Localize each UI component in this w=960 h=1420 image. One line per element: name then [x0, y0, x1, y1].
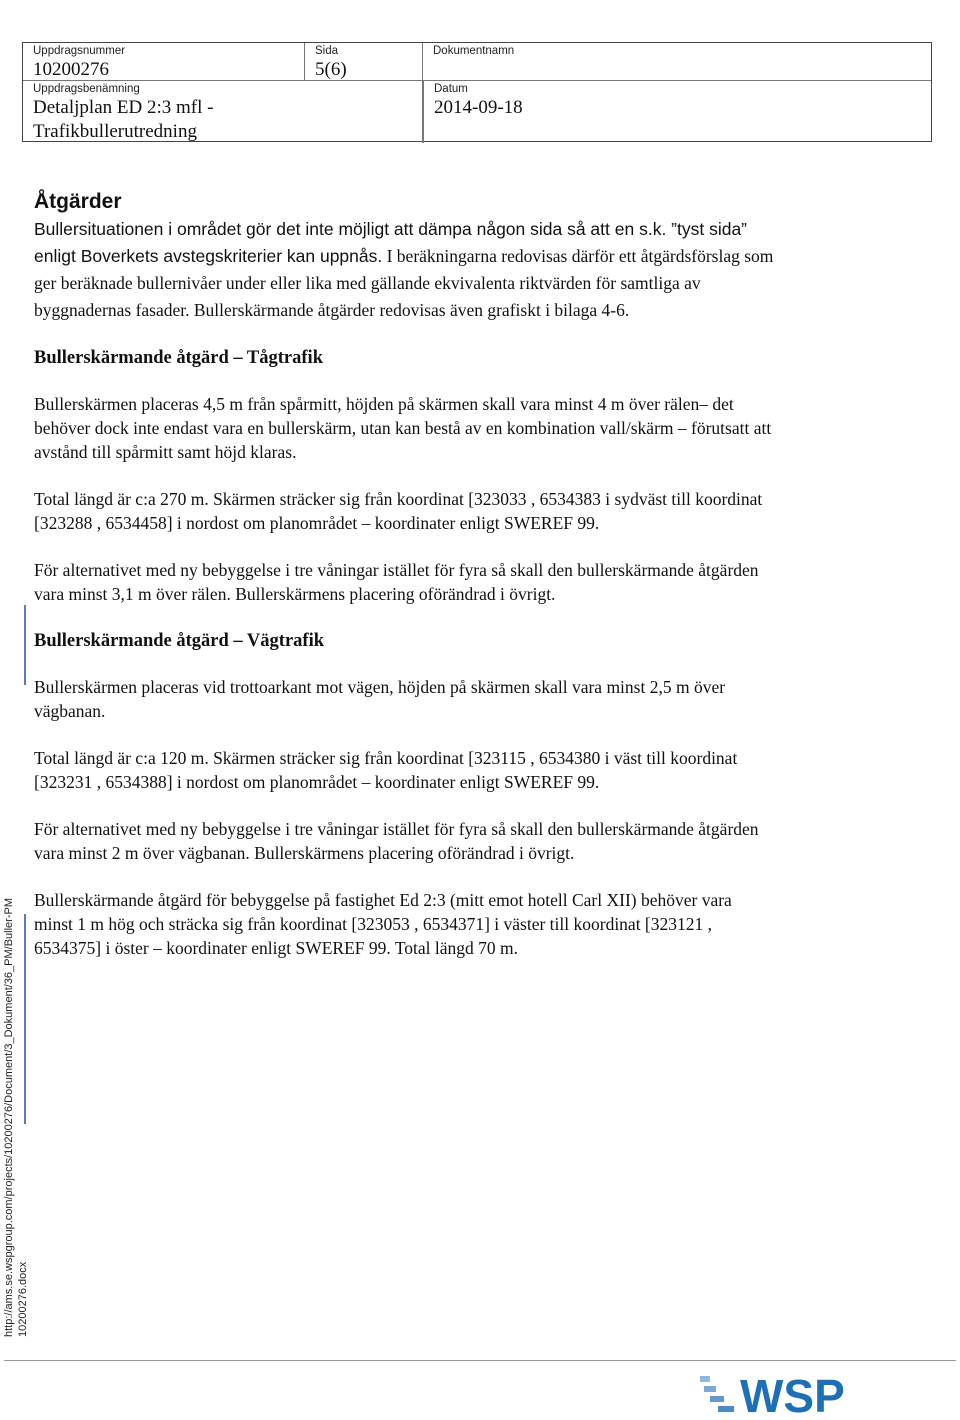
intro-paragraph: [34, 216, 774, 324]
uppdragsbenamning-label: Uppdragsbenämning: [33, 83, 140, 95]
train-paragraph-3: För alternativet med ny bebyggelse i tre våningar istället för fyra så skall den bullerskärmande åtgärden vara minst 3,1 m över rälen. Bullerskärmens placering oförändrad i övrigt.: [34, 560, 759, 604]
section-heading: Åtgärder: [34, 190, 122, 213]
train-heading: Bullerskärmande åtgärd – Tågtrafik: [34, 348, 323, 368]
wsp-logo-text: WSP: [740, 1370, 845, 1418]
file-path-line-2: 10200276.docx: [17, 1261, 29, 1337]
uppdragsbenamning-line1: Detaljplan ED 2:3 mfl -: [33, 97, 214, 118]
intro-continued-text: I beräkningarna redovisas därför ett åtgärdsförslag som ger beräknade bullernivåer under eller lika med gällande ekvivalenta riktvärden för samtliga av byggnadernas fasader. Bullerskärmande åtgärder redovisas även grafiskt i bilaga 4-6.: [34, 246, 774, 320]
train-paragraph-1: Bullerskärmen placeras 4,5 m från spårmitt, höjden på skärmen skall vara minst 4 m över rälen– det behöver dock inte endast vara en bullerskärm, utan kan bestå av en kombination vall/skärm – förutsatt att avstånd till spårmitt samt höjd klaras.: [34, 394, 772, 462]
uppdragsnummer-label: Uppdragsnummer: [33, 45, 126, 57]
road-paragraph-3: För alternativet med ny bebyggelse i tre våningar istället för fyra så skall den bullerskärmande åtgärden vara minst 2 m över vägbanan. Bullerskärmens placering oförändrad i övrigt.: [34, 819, 759, 863]
road-paragraph-1: Bullerskärmen placeras vid trottoarkant mot vägen, höjden på skärmen skall vara minst 2,5 m över vägbanan.: [34, 677, 726, 721]
dokumentnamn-label: Dokumentnamn: [433, 45, 515, 57]
sida-label: Sida: [315, 45, 339, 57]
uppdragsbenamning-cell: [23, 81, 423, 143]
document-body: [34, 188, 774, 960]
datum-value: 2014-09-18: [434, 97, 523, 118]
sida-cell: [305, 43, 423, 81]
road-paragraph-2: Total längd är c:a 120 m. Skärmen sträcker sig från koordinat [323115 , 6534380 i väst till koordinat [323231 , 6534388] i nordost om planområdet – koordinater enligt SWEREF 99.: [34, 748, 738, 792]
datum-cell: [423, 81, 931, 143]
train-paragraph-2: Total längd är c:a 270 m. Skärmen sträcker sig från koordinat [323033 , 6534383 i sydväst till koordinat [323288 , 6534458] i nordost om planområdet – koordinater enligt SWEREF 99.: [34, 489, 763, 533]
document-header: [22, 42, 932, 142]
dokumentnamn-cell: [423, 43, 931, 81]
uppdragsbenamning-line2: Trafikbullerutredning: [33, 121, 197, 142]
change-bar: [24, 605, 26, 685]
footer-divider: [4, 1360, 956, 1361]
uppdragsnummer-value: 10200276: [33, 59, 109, 80]
road-paragraph-4: Bullerskärmande åtgärd för bebyggelse på fastighet Ed 2:3 (mitt emot hotell Carl XII) behöver vara minst 1 m hög och sträcka sig från koordinat [323053 , 6534371] i väster till koordinat [323121 , 6534375] i öster – koordinater enligt SWEREF 99. Total längd 70 m.: [34, 890, 732, 958]
file-path-vertical: [2, 898, 30, 1337]
road-heading: Bullerskärmande åtgärd – Vägtrafik: [34, 631, 325, 651]
file-path-line-1: http://ams.se.wspgroup.com/projects/10200276/Document/3_Dokument/36_PM/Buller-PM: [3, 898, 15, 1337]
uppdragsnummer-cell: [23, 43, 305, 81]
wsp-logo: [700, 1368, 886, 1418]
datum-label: Datum: [434, 83, 468, 95]
intro-text: Bullersituationen i området gör det inte möjligt att dämpa någon sida så att en s.k. ”tyst sida” enligt Boverkets avstegskriterier kan uppnås.: [34, 219, 748, 266]
sida-value: 5(6): [315, 59, 347, 80]
